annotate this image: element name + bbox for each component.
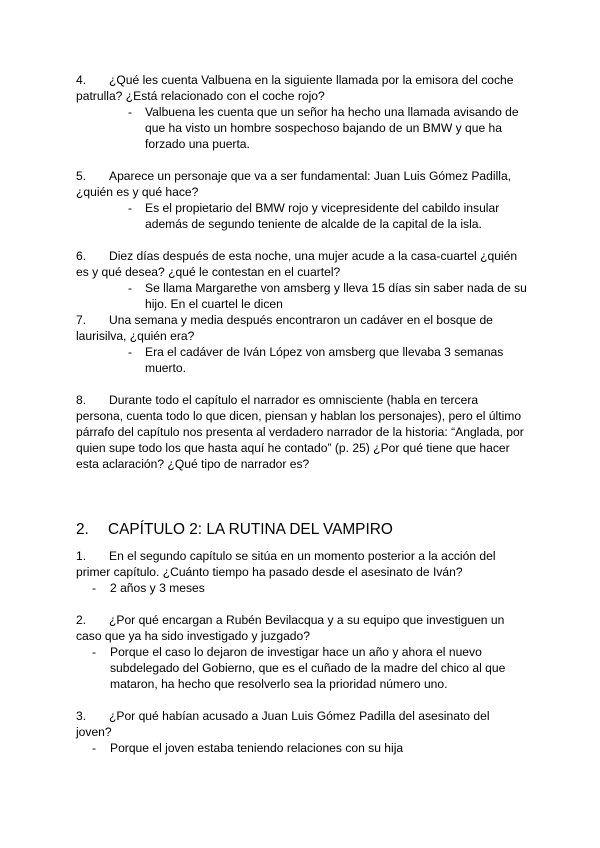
- question-4-line-1: [76, 72, 536, 88]
- question-number: 7.: [76, 313, 87, 327]
- question-6-line-1: [76, 248, 536, 264]
- question-text: Diez días después de esta noche, una mujer acude a la casa-cuartel ¿quién: [109, 249, 518, 263]
- bullet-dash: -: [128, 281, 133, 295]
- c2-answer-2-line-3: mataron, ha hecho que resolverlo sea la prioridad número uno.: [110, 677, 448, 691]
- question-number: 8.: [76, 393, 87, 407]
- chapter-title: CAPÍTULO 2: LA RUTINA DEL VAMPIRO: [108, 521, 393, 538]
- question-7-line-1: [76, 312, 536, 328]
- answer-7-line-1: Era el cadáver de Iván López von amsberg que llevaba 3 semanas: [145, 345, 504, 359]
- c2-question-3-line-2: joven?: [76, 725, 112, 739]
- question-text: Durante todo el capítulo el narrador es omnisciente (habla en tercera: [109, 393, 479, 407]
- answer-7-line-2: muerto.: [145, 361, 186, 375]
- question-number: 5.: [76, 169, 87, 183]
- question-number: 2.: [76, 613, 87, 627]
- c2-question-3-line-1: [76, 708, 536, 724]
- question-8-line-3: párrafo del capítulo nos presenta al verdadero narrador de la historia: “Anglada, por: [76, 425, 524, 439]
- chapter-2-heading: [76, 520, 393, 540]
- c2-answer-2-line-2: subdelegado del Gobierno, que es el cuñado de la madre del chico al que: [110, 661, 506, 675]
- question-7-line-2: laurisilva, ¿quién era?: [76, 329, 195, 343]
- question-8-line-1: [76, 392, 536, 408]
- question-text: Aparece un personaje que va a ser fundamental: Juan Luis Gómez Padilla,: [109, 169, 512, 183]
- chapter-number: 2.: [76, 521, 89, 538]
- question-number: 4.: [76, 73, 87, 87]
- question-number: 1.: [76, 549, 87, 563]
- c2-question-2-line-2: caso que ya ha sido investigado y juzgado?: [76, 629, 310, 643]
- bullet-dash: -: [92, 741, 97, 755]
- answer-5-line-1: Es el propietario del BMW rojo y vicepresidente del cabildo insular: [145, 201, 500, 215]
- c2-answer-1-line-1: 2 años y 3 meses: [110, 581, 205, 595]
- question-8-line-4: quien supe todo los que hasta aquí he contado” (p. 25) ¿Por qué tiene que hacer: [76, 441, 510, 455]
- question-number: 3.: [76, 709, 87, 723]
- answer-4-line-3: forzado una puerta.: [145, 137, 250, 151]
- answer-4-line-1: Valbuena les cuenta que un señor ha hecho una llamada avisando de: [145, 105, 519, 119]
- c2-question-1-line-1: [76, 548, 536, 564]
- question-8-line-2: persona, cuenta todo lo que dicen, piensan y hablan los personajes), pero el último: [76, 409, 522, 423]
- c2-question-2-line-1: [76, 612, 536, 628]
- c2-answer-2-line-1: Porque el caso lo dejaron de investigar hace un año y ahora el nuevo: [110, 645, 482, 659]
- bullet-dash: -: [92, 581, 97, 595]
- question-4-line-2: patrulla? ¿Está relacionado con el coche rojo?: [76, 89, 325, 103]
- question-8-line-5: esta aclaración? ¿Qué tipo de narrador es?: [76, 457, 310, 471]
- bullet-dash: -: [128, 105, 133, 119]
- c2-answer-3-line-1: Porque el joven estaba teniendo relaciones con su hija: [110, 741, 404, 755]
- question-number: 6.: [76, 249, 87, 263]
- question-text: ¿Por qué habían acusado a Juan Luis Gómez Padilla del asesinato del: [109, 709, 490, 723]
- bullet-dash: -: [92, 645, 97, 659]
- question-text: ¿Qué les cuenta Valbuena en la siguiente llamada por la emisora del coche: [109, 73, 514, 87]
- bullet-dash: -: [128, 201, 133, 215]
- question-text: ¿Por qué encargan a Rubén Bevilacqua y a su equipo que investiguen un: [109, 613, 505, 627]
- question-text: Una semana y media después encontraron un cadáver en el bosque de: [109, 313, 493, 327]
- question-6-line-2: es y qué desea? ¿qué le contestan en el cuartel?: [76, 265, 341, 279]
- question-text: En el segundo capítulo se sitúa en un momento posterior a la acción del: [109, 549, 496, 563]
- c2-question-1-line-2: primer capítulo. ¿Cuánto tiempo ha pasado desde el asesinato de Iván?: [76, 565, 463, 579]
- question-5-line-1: [76, 168, 536, 184]
- answer-5-line-2: además de segundo teniente de alcalde de la capital de la isla.: [145, 217, 482, 231]
- question-5-line-2: ¿quién es y qué hace?: [76, 185, 199, 199]
- bullet-dash: -: [128, 345, 133, 359]
- answer-6-line-2: hijo. En el cuartel le dicen: [145, 297, 283, 311]
- answer-6-line-1: Se llama Margarethe von amsberg y lleva 15 días sin saber nada de su: [145, 281, 527, 295]
- answer-4-line-2: que ha visto un hombre sospechoso bajando de un BMW y que ha: [145, 121, 502, 135]
